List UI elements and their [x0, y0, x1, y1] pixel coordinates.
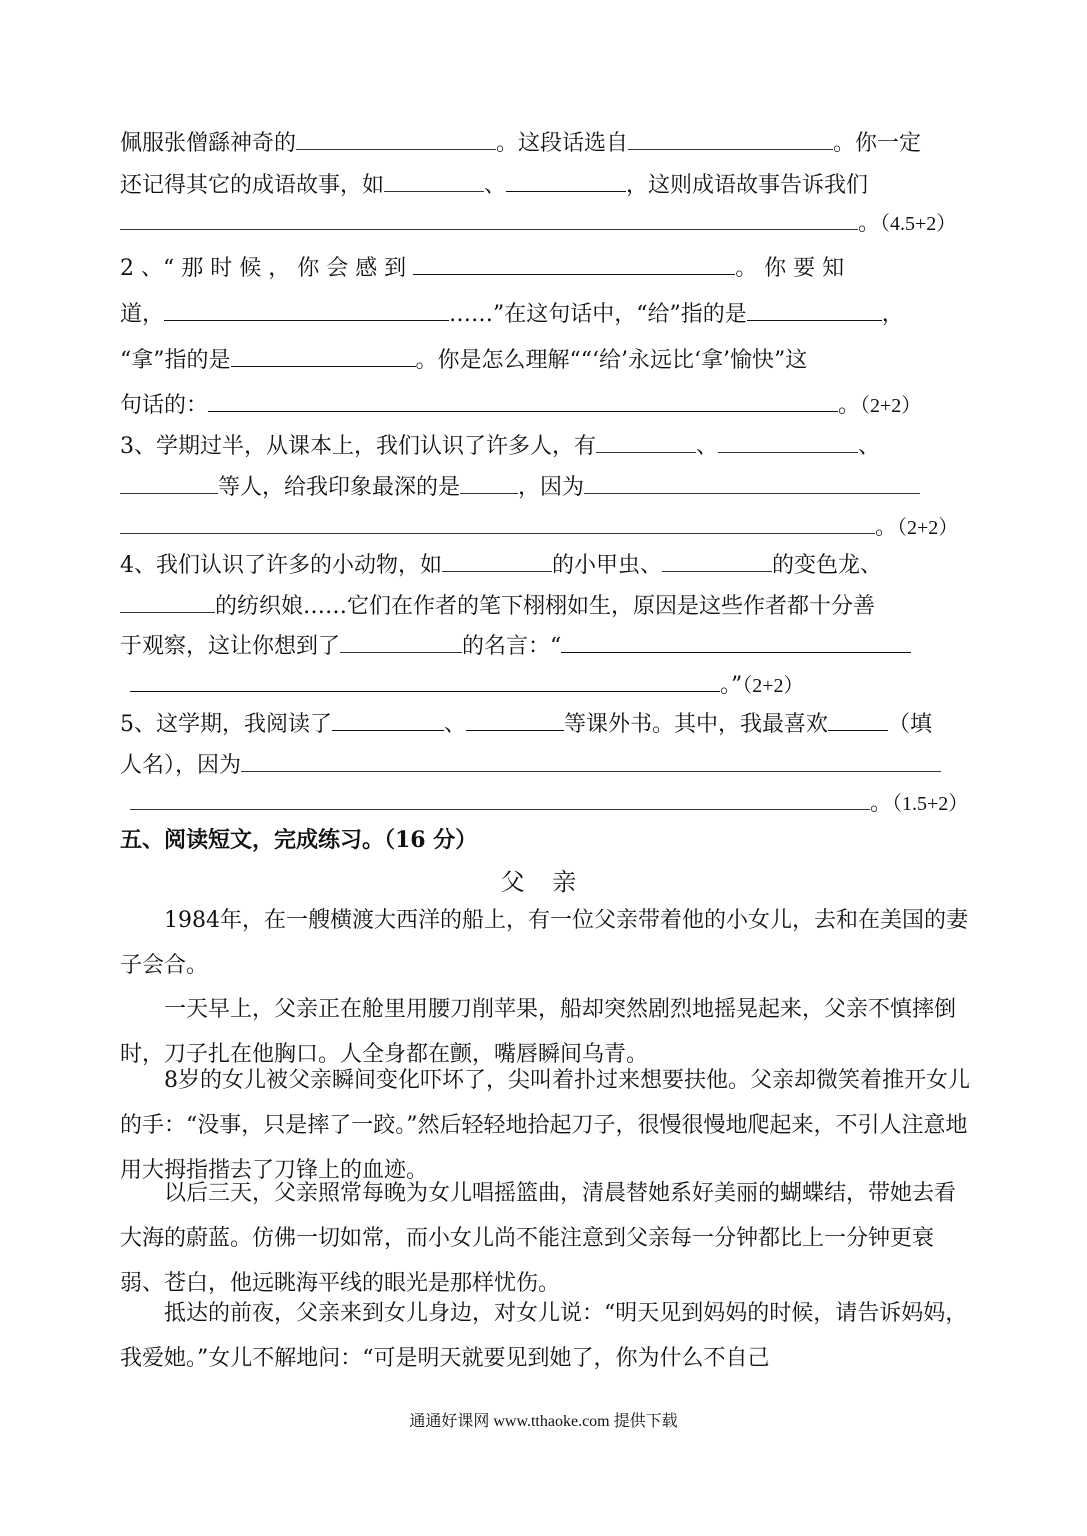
q1-text-2c: ，这则成语故事告诉我们: [626, 173, 869, 198]
q4-blank-4[interactable]: [340, 628, 462, 653]
q1-text-1c: 。你一定: [833, 131, 922, 156]
q3-text-3: 。: [875, 515, 898, 540]
q5-score: （1.5+2）: [892, 793, 969, 815]
passage-paragraph-3: 8岁的女儿被父亲瞬间变化吓坏了，尖叫着扑过来想要扶他。父亲却微笑着推开女儿的手：“没事，只是摔了一跤。”然后轻轻地拾起刀子，很慢很慢地爬起来，不引人注意地用大拇指揩去了刀锋上的血迹。: [120, 1068, 970, 1183]
q4-blank-3[interactable]: [120, 588, 215, 613]
q5-text-1c: 等课外书。其中，我最喜欢: [564, 712, 829, 737]
q2-text-4b: 。: [838, 393, 861, 418]
q2-blank-5[interactable]: [208, 387, 838, 412]
passage-paragraph-5: 抵达的前夜，父亲来到女儿身边，对女儿说：“明天见到妈妈的时候，请告诉妈妈，我爱她。”女儿不解地问：“可是明天就要见到她了，你为什么不自己: [120, 1301, 968, 1371]
q1-text-1b: 。这段话选自: [496, 131, 629, 156]
q3-text-2a: 等人，给我印象最深的是: [218, 475, 461, 500]
q3-line-2: [120, 469, 920, 504]
q2-text-4a: 句话的：: [120, 393, 209, 418]
q3-line-3: [120, 509, 958, 544]
q5-text-2a: 人名），因为: [120, 753, 242, 778]
q5-blank-3[interactable]: [828, 706, 888, 731]
q1-text-3: 。: [858, 211, 881, 236]
q2-text-3b: 。你是怎么理解““‘给’永远比‘拿’愉快”这: [415, 348, 808, 373]
q2-text-2a: 道，: [120, 302, 165, 327]
q4-line-4: [120, 667, 804, 702]
q4-score: （2+2）: [742, 675, 804, 697]
q3-text-2b: ，因为: [518, 475, 585, 500]
q1-line-2: [120, 167, 868, 202]
q1-text-2a: 还记得其它的成语故事，如: [120, 173, 385, 198]
q1-text-2b: 、: [484, 173, 507, 198]
q2-blank-3[interactable]: [747, 296, 882, 321]
q3-blank-4[interactable]: [460, 469, 518, 494]
q4-blank-6[interactable]: [130, 667, 720, 692]
q3-score: （2+2）: [897, 517, 959, 539]
q5-line-1: [120, 706, 932, 741]
q4-text-3b: 的名言：“: [462, 634, 562, 659]
q4-text-1c: 的变色龙、: [772, 553, 883, 578]
passage-paragraph-2: 一天早上，父亲正在舱里用腰刀削苹果，船却突然剧烈地摇晃起来，父亲不慎摔倒时，刀子扎在他胸口。人全身都在颤，嘴唇瞬间乌青。: [120, 997, 957, 1067]
q3-text-1a: 3、学期过半，从课本上，我们认识了许多人，有: [120, 434, 596, 459]
page-footer: 通通好课网 www.tthaoke.com 提供下载: [409, 1413, 678, 1430]
q1-blank-2[interactable]: [628, 125, 833, 150]
q3-text-1c: 、: [858, 434, 881, 459]
q2-score: （2+2）: [860, 395, 922, 417]
q4-line-1: [120, 547, 882, 582]
q4-text-1a: 4、我们认识了许多的小动物，如: [120, 553, 442, 578]
q5-blank-2[interactable]: [466, 706, 564, 731]
q2-text-2c: ，: [881, 302, 904, 327]
q5-line-2: [120, 747, 941, 782]
q2-blank-1[interactable]: [413, 250, 735, 275]
q2-line-2: [120, 296, 904, 331]
q3-line-1: [120, 428, 880, 463]
q2-text-3a: “拿”指的是: [120, 348, 231, 373]
q2-line-4: [120, 387, 921, 422]
q5-text-1d: （填: [888, 712, 933, 737]
q4-blank-2[interactable]: [662, 547, 772, 572]
q3-text-1b: 、: [696, 434, 719, 459]
q4-blank-5[interactable]: [561, 628, 911, 653]
section-heading: 五、阅读短文，完成练习。（16 分）: [120, 827, 478, 853]
q4-text-3a: 于观察，这让你想到了: [120, 634, 341, 659]
q1-blank-4[interactable]: [506, 167, 626, 192]
q5-line-3: [120, 785, 968, 820]
q4-line-2: [120, 588, 875, 623]
q4-line-3: [120, 628, 911, 663]
q5-text-1b: 、: [444, 712, 467, 737]
q5-blank-1[interactable]: [332, 706, 444, 731]
q1-line-1: [120, 125, 921, 160]
q4-blank-1[interactable]: [442, 547, 552, 572]
q5-blank-4[interactable]: [241, 747, 941, 772]
q4-text-2a: 的纺织娘……它们在作者的笔下栩栩如生，原因是这些作者都十分善: [215, 594, 876, 619]
q1-blank-1[interactable]: [296, 125, 496, 150]
q2-blank-2[interactable]: [164, 296, 449, 321]
q3-blank-5[interactable]: [584, 469, 920, 494]
q1-blank-5[interactable]: [120, 205, 858, 230]
q4-text-1b: 的小甲虫、: [552, 553, 663, 578]
q1-text-1a: 佩服张僧繇神奇的: [120, 131, 297, 156]
q2-line-3: [120, 342, 807, 377]
passage-title: 父 亲: [500, 868, 587, 896]
q4-text-4: 。”: [720, 673, 743, 698]
q2-text-1a: 2 、“ 那 时 候 ， 你 会 感 到: [120, 256, 407, 281]
q5-text-3: 。: [870, 791, 893, 816]
passage-paragraph-1: 1984年，在一艘横渡大西洋的船上，有一位父亲带着他的小女儿，去和在美国的妻子会合。: [120, 908, 968, 978]
q2-line-1: [120, 250, 844, 285]
q2-blank-4[interactable]: [231, 342, 416, 367]
q5-text-1a: 5、这学期，我阅读了: [120, 712, 332, 737]
q2-text-2b: ……”在这句话中，“给”指的是: [449, 302, 747, 327]
q1-blank-3[interactable]: [384, 167, 484, 192]
q1-line-3: [120, 205, 956, 240]
q1-score: （4.5+2）: [880, 213, 957, 235]
q3-blank-3[interactable]: [120, 469, 218, 494]
q3-blank-2[interactable]: [718, 428, 858, 453]
q3-blank-6[interactable]: [120, 509, 875, 534]
q5-blank-5[interactable]: [130, 785, 870, 810]
q3-blank-1[interactable]: [596, 428, 696, 453]
q2-text-1b: 。 你 要 知: [735, 256, 845, 281]
passage-paragraph-4: 以后三天，父亲照常每晚为女儿唱摇篮曲，清晨替她系好美丽的蝴蝶结，带她去看大海的蔚蓝。仿佛一切如常，而小女儿尚不能注意到父亲每一分钟都比上一分钟更衰弱、苍白，他远眺海平线的眼光是那样忧伤。: [120, 1181, 957, 1296]
